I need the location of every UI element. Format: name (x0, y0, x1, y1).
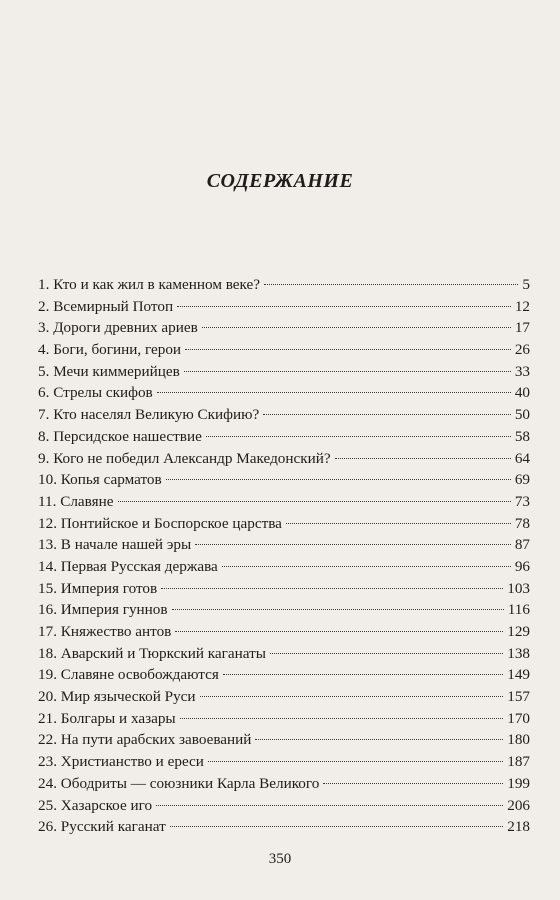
dot-leader (172, 609, 504, 610)
toc-entry-page: 149 (507, 666, 530, 684)
toc-entry-title: 26. Русский каганат (38, 818, 166, 836)
toc-entry-title: 11. Славяне (38, 492, 114, 510)
toc-entry-page: 157 (507, 688, 530, 706)
toc-entry-page: 170 (507, 709, 530, 727)
toc-entry-page: 69 (514, 471, 530, 489)
toc-entry-title: 23. Христианство и ереси (38, 753, 204, 771)
toc-entry (38, 469, 530, 491)
toc-entry-page: 5 (522, 276, 530, 293)
toc-entry-title: 8. Персидское нашествие (38, 427, 202, 445)
toc-entry-page: 187 (507, 753, 530, 771)
toc-entry-page: 206 (507, 796, 530, 814)
toc-entry (38, 296, 530, 318)
toc-entry-page: 26 (514, 341, 530, 359)
toc-entry-page: 138 (507, 644, 530, 662)
toc-entry-page: 96 (514, 557, 530, 575)
show-through-text (38, 8, 548, 268)
toc-entry (38, 773, 530, 795)
toc-entry-title: 5. Мечи киммерийцев (38, 362, 180, 380)
toc-entry (38, 491, 530, 513)
toc-entry-title: 2. Всемирный Потоп (38, 297, 174, 315)
toc-entry (38, 795, 530, 817)
dot-leader (200, 696, 504, 697)
dot-leader (170, 826, 504, 827)
dot-leader (263, 414, 511, 415)
toc-entry (38, 664, 530, 686)
dot-leader (180, 718, 504, 719)
toc-entry-title: 10. Копья сарматов (38, 471, 162, 489)
toc-entry-title: 16. Империя гуннов (38, 601, 168, 619)
toc-entry-title: 17. Княжество антов (38, 623, 172, 640)
toc-entry (38, 274, 530, 296)
toc-entry-page: 218 (507, 818, 530, 836)
dot-leader (255, 739, 503, 740)
toc-entry-title: 1. Кто и как жил в каменном веке? (38, 276, 261, 293)
toc-entry (38, 361, 530, 383)
toc-entry-page: 12 (514, 297, 530, 315)
dot-leader (157, 392, 511, 393)
toc-entry-page: 64 (514, 449, 530, 467)
dot-leader (335, 458, 511, 459)
toc-entry (38, 621, 530, 643)
page-number: 350 (268, 851, 292, 867)
toc-entry (38, 643, 530, 665)
toc-entry-title: 24. Ободриты — союзники Карла Великого (38, 774, 320, 792)
toc-entry-title: 20. Мир языческой Руси (38, 688, 196, 706)
toc-entry-title: 3. Дороги древних ариев (38, 319, 198, 337)
dot-leader (166, 479, 511, 480)
toc-entry (38, 448, 530, 470)
dot-leader (175, 631, 503, 632)
toc-entry-title: 18. Аварский и Тюркский каганаты (38, 644, 266, 662)
toc-entry-page: 50 (514, 406, 530, 424)
toc-entry (38, 556, 530, 578)
dot-leader (264, 284, 518, 285)
toc-entry-page: 78 (514, 514, 530, 532)
toc-entry-title: 22. На пути арабских завоеваний (38, 731, 252, 749)
dot-leader (286, 523, 511, 524)
toc-entry (38, 513, 530, 535)
toc-entry-page: 103 (507, 579, 530, 597)
dot-leader (185, 349, 511, 350)
toc-entry-title: 25. Хазарское иго (38, 796, 153, 814)
toc-entry-title: 12. Понтийское и Боспорское царства (38, 514, 282, 532)
toc-entry (38, 599, 530, 621)
dot-leader (195, 544, 511, 545)
toc-entry-page: 33 (514, 362, 530, 380)
toc-entry-page: 199 (507, 774, 530, 792)
toc-entry-title: 7. Кто населял Великую Скифию? (38, 406, 260, 424)
toc-entry (38, 578, 530, 600)
dot-leader (323, 783, 503, 784)
contents-heading: СОДЕРЖАНИЕ (206, 170, 354, 192)
table-of-contents (38, 274, 530, 838)
dot-leader (177, 306, 511, 307)
toc-entry-title: 15. Империя готов (38, 579, 158, 597)
toc-entry (38, 382, 530, 404)
toc-entry-page: 40 (514, 384, 530, 402)
dot-leader (161, 588, 503, 589)
toc-entry (38, 729, 530, 751)
toc-entry-title: 21. Болгары и хазары (38, 709, 176, 727)
toc-entry (38, 426, 530, 448)
toc-entry (38, 534, 530, 556)
toc-entry (38, 816, 530, 838)
toc-entry (38, 751, 530, 773)
dot-leader (270, 653, 503, 654)
dot-leader (206, 436, 511, 437)
toc-entry-page: 58 (514, 427, 530, 445)
toc-entry (38, 686, 530, 708)
toc-entry-title: 9. Кого не победил Александр Македонский? (38, 449, 331, 467)
dot-leader (184, 371, 511, 372)
toc-entry-title: 6. Стрелы скифов (38, 384, 153, 402)
toc-entry (38, 339, 530, 361)
toc-entry-page: 116 (507, 601, 530, 619)
toc-entry-title: 19. Славяне освобождаются (38, 666, 219, 684)
toc-entry-title: 13. В начале нашей эры (38, 536, 192, 554)
toc-entry (38, 317, 530, 339)
dot-leader (223, 674, 503, 675)
dot-leader (222, 566, 511, 567)
toc-entry-title: 14. Первая Русская держава (38, 557, 218, 575)
toc-entry-title: 4. Боги, богини, герои (38, 341, 182, 359)
toc-entry-page: 180 (507, 731, 530, 749)
dot-leader (208, 761, 503, 762)
dot-leader (202, 327, 511, 328)
dot-leader (118, 501, 511, 502)
toc-entry-page: 129 (507, 623, 530, 640)
toc-entry (38, 708, 530, 730)
dot-leader (156, 805, 503, 806)
toc-entry-page: 73 (514, 492, 530, 510)
toc-entry-page: 17 (514, 319, 530, 337)
toc-entry-page: 87 (514, 536, 530, 554)
toc-entry (38, 404, 530, 426)
